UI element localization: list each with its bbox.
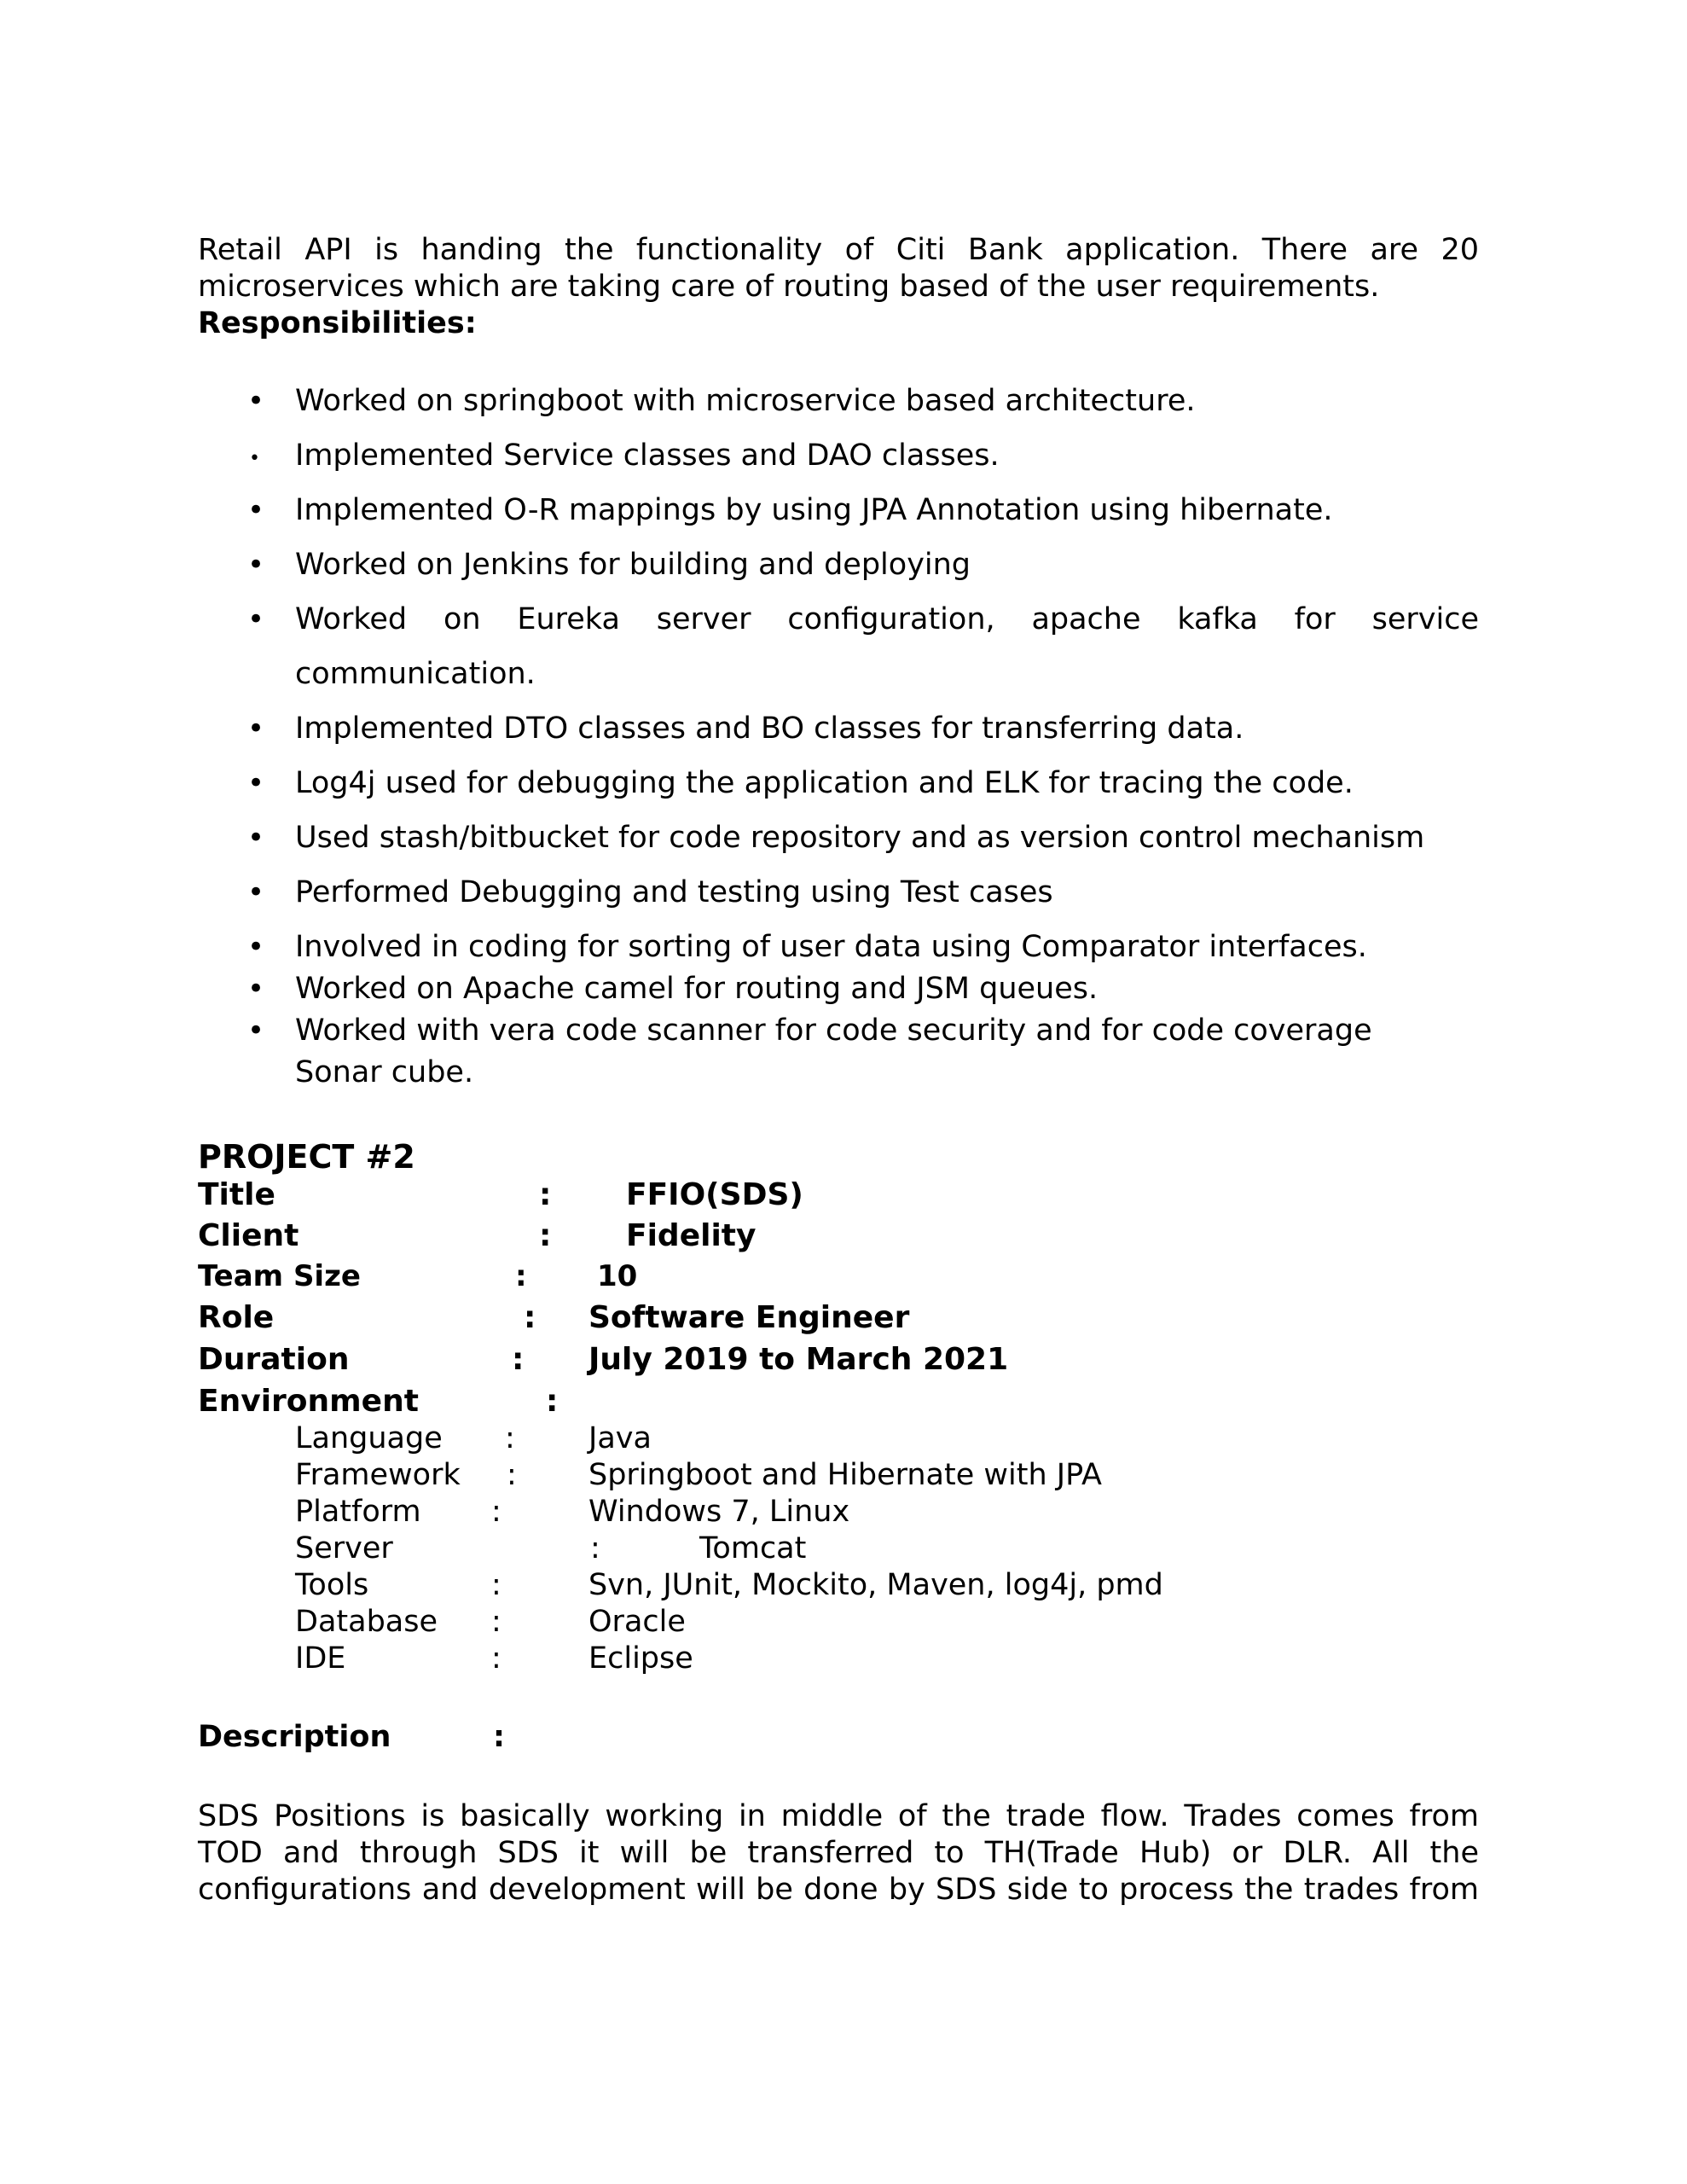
env-value: Oracle <box>588 1605 686 1639</box>
description-sep: : <box>493 1720 505 1754</box>
list-item: Implemented DTO classes and BO classes for transferring data. <box>295 712 1244 746</box>
env-label: Platform <box>295 1495 421 1529</box>
env-value: Tomcat <box>699 1531 807 1565</box>
bullet-icon: • <box>247 712 265 746</box>
field-label-title: Title <box>198 1177 275 1212</box>
list-item: Performed Debugging and testing using Test cases <box>295 875 1053 909</box>
bullet-icon: • <box>247 493 265 527</box>
env-sep: : <box>590 1531 600 1565</box>
env-value: Svn, JUnit, Mockito, Maven, log4j, pmd <box>588 1568 1163 1602</box>
field-label-duration: Duration <box>198 1342 350 1377</box>
list-item-continuation: communication. <box>295 657 536 691</box>
description-line: configurations and development will be done by SDS side to process the trades from <box>198 1873 1479 1907</box>
description-line: TOD and through SDS it will be transferred to TH(Trade Hub) or DLR. All the <box>198 1836 1479 1870</box>
field-value-team-size: 10 <box>597 1259 638 1293</box>
field-label-team-size: Team Size <box>198 1259 361 1293</box>
env-sep: : <box>491 1605 501 1639</box>
intro-paragraph <box>198 232 1479 342</box>
env-sep: : <box>491 1495 501 1529</box>
env-sep: : <box>491 1568 501 1602</box>
field-value-duration: July 2019 to March 2021 <box>588 1342 1009 1377</box>
bullet-icon: • <box>247 930 265 964</box>
bullet-icon: • <box>249 448 260 469</box>
bullet-icon: • <box>247 384 265 418</box>
list-item: Worked on Apache camel for routing and JSM queues. <box>295 972 1099 1006</box>
field-label-role: Role <box>198 1300 275 1335</box>
env-sep: : <box>507 1458 517 1492</box>
list-item: Worked on springboot with microservice based architecture. <box>295 384 1196 418</box>
field-value-title: FFIO(SDS) <box>626 1177 803 1212</box>
field-sep: : <box>546 1384 559 1419</box>
description-paragraph <box>198 1798 1479 1908</box>
bullet-icon: • <box>247 602 265 636</box>
responsibilities-heading: Responsibilities: <box>198 306 477 340</box>
list-item: Worked on Jenkins for building and deploying <box>295 548 971 582</box>
bullet-icon: • <box>247 821 265 855</box>
bullet-icon: • <box>247 972 265 1006</box>
env-value: Eclipse <box>588 1641 693 1676</box>
intro-line-2: microservices which are taking care of routing based of the user requirements. <box>198 270 1380 304</box>
field-value-client: Fidelity <box>626 1218 757 1253</box>
description-label: Description <box>198 1720 391 1754</box>
bullet-icon: • <box>247 548 265 582</box>
env-label: IDE <box>295 1641 346 1676</box>
list-item: Implemented Service classes and DAO classes. <box>295 439 1000 473</box>
field-sep: : <box>539 1218 552 1253</box>
env-value: Java <box>588 1421 652 1455</box>
env-sep: : <box>505 1421 515 1455</box>
list-item: Used stash/bitbucket for code repository and as version control mechanism <box>295 821 1425 855</box>
description-line: SDS Positions is basically working in middle of the trade flow. Trades comes from <box>198 1799 1479 1833</box>
field-label-environment: Environment <box>198 1384 419 1419</box>
list-item: Log4j used for debugging the application and ELK for tracing the code. <box>295 766 1354 800</box>
bullet-icon: • <box>247 1014 265 1048</box>
env-value: Springboot and Hibernate with JPA <box>588 1458 1102 1492</box>
env-label: Tools <box>295 1568 369 1602</box>
intro-line-1: Retail API is handing the functionality of Citi Bank application. There are 20 <box>198 233 1479 267</box>
bullet-icon: • <box>247 875 265 909</box>
list-item: Implemented O-R mappings by using JPA Annotation using hibernate. <box>295 493 1333 527</box>
env-sep: : <box>491 1641 501 1676</box>
field-sep: : <box>512 1342 525 1377</box>
field-label-client: Client <box>198 1218 299 1253</box>
env-label: Framework <box>295 1458 461 1492</box>
bullet-icon: • <box>247 766 265 800</box>
field-sep: : <box>515 1259 527 1293</box>
field-value-role: Software Engineer <box>588 1300 910 1335</box>
field-sep: : <box>539 1177 552 1212</box>
env-label: Database <box>295 1605 438 1639</box>
list-item: Worked with vera code scanner for code security and for code coverage <box>295 1014 1372 1048</box>
list-item: Worked on Eureka server configuration, apache kafka for service <box>295 602 1479 636</box>
env-label: Server <box>295 1531 393 1565</box>
env-label: Language <box>295 1421 443 1455</box>
project-heading: PROJECT #2 <box>198 1138 415 1176</box>
field-sep: : <box>524 1300 536 1335</box>
list-item-continuation: Sonar cube. <box>295 1055 474 1089</box>
list-item: Involved in coding for sorting of user data using Comparator interfaces. <box>295 930 1367 964</box>
env-value: Windows 7, Linux <box>588 1495 850 1529</box>
